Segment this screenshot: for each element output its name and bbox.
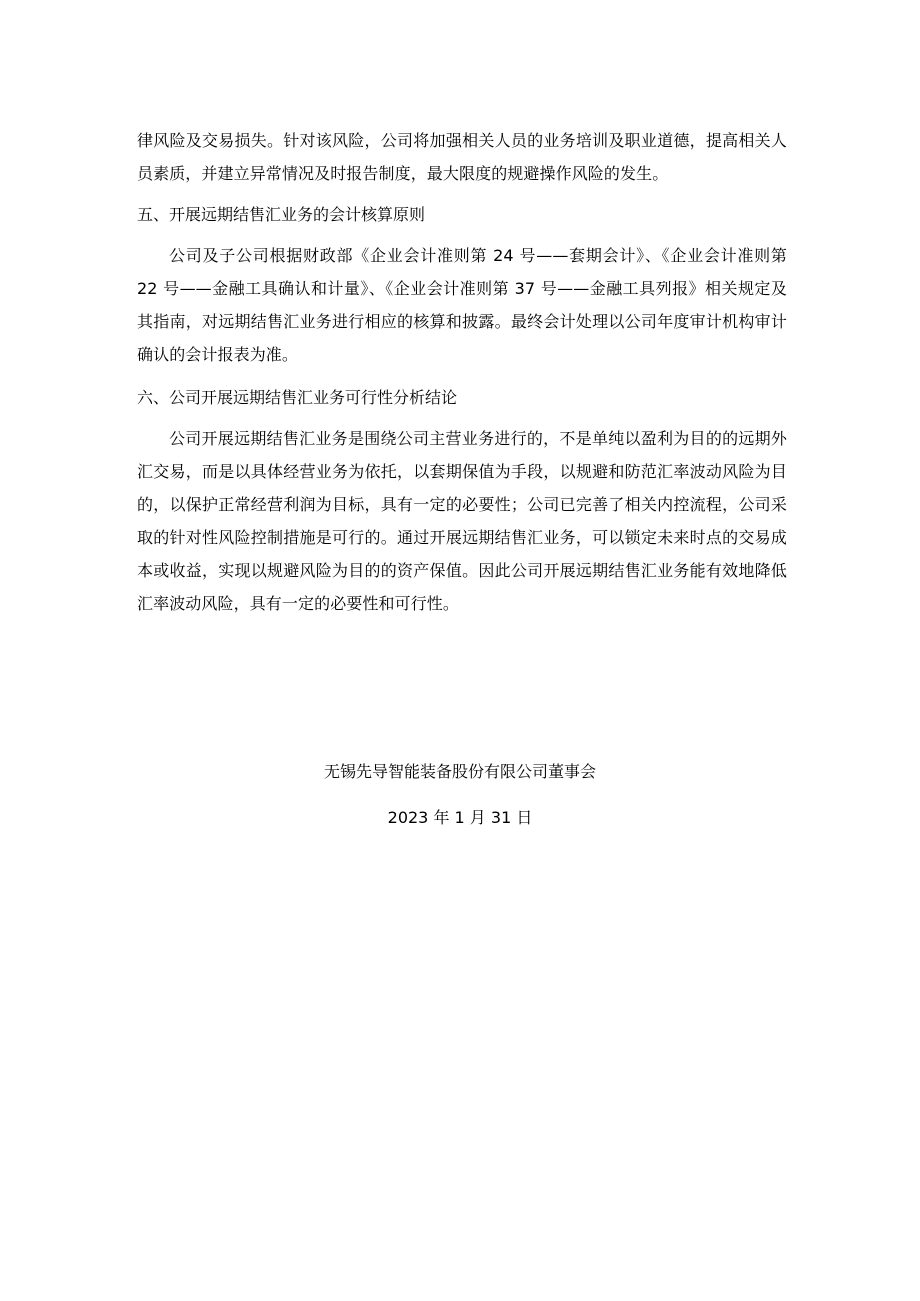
section-5-heading: 五、开展远期结售汇业务的会计核算原则 — [137, 205, 426, 224]
signature-date: 2023 年 1 月 31 日 — [387, 808, 533, 827]
section-5-paragraph: 公司及子公司根据财政部《企业会计准则第 24 号——套期会计》、《企业会计准则第 22 号——金融工具确认和计量》、《企业会计准则第 37 号——金融工具列报》相关规定及其指南，对远期结售汇业务进行相应的核算和披露。最终会计处理以公司年度审计机构审计确认的会计报表为准。 — [137, 246, 787, 364]
section-6-paragraph: 公司开展远期结售汇业务是围绕公司主营业务进行的，不是单纯以盈利为目的的远期外汇交易，而是以具体经营业务为依托，以套期保值为手段，以规避和防范汇率波动风险为目的，以保护正常经营利润为目标，具有一定的必要性；公司已完善了相关内控流程，公司采取的针对性风险控制措施是可行的。通过开展远期结售汇业务，可以锁定未来时点的交易成本或收益，实现以规避风险为目的的资产保值。因此公司开展远期结售汇业务能有效地降低汇率波动风险，具有一定的必要性和可行性。 — [137, 429, 787, 613]
signature-organization: 无锡先导智能装备股份有限公司董事会 — [323, 762, 596, 781]
document-body — [137, 124, 787, 620]
risk-continuation-paragraph: 律风险及交易损失。针对该风险，公司将加强相关人员的业务培训及职业道德，提高相关人员素质，并建立异常情况及时报告制度，最大限度的规避操作风险的发生。 — [137, 131, 787, 183]
section-6-heading: 六、公司开展远期结售汇业务可行性分析结论 — [137, 388, 458, 407]
